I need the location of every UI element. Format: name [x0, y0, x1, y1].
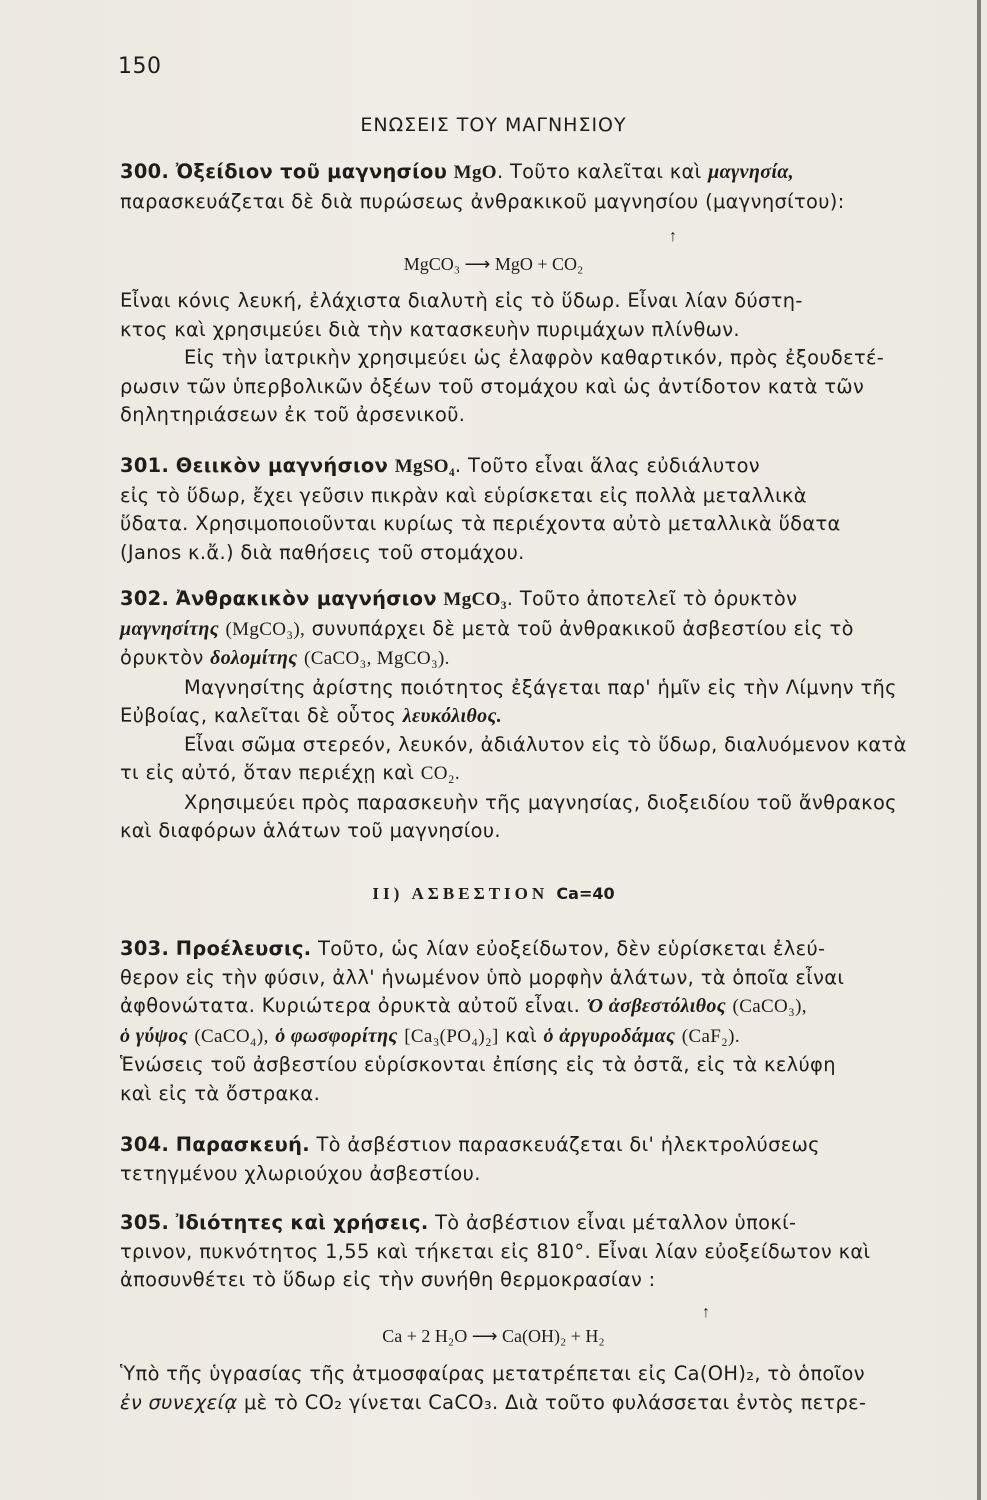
paragraph-line	[120, 1209, 965, 1238]
article-heading: Θειικὸν μαγνήσιον	[175, 454, 389, 477]
formula: (CaCO₄),	[194, 1025, 269, 1047]
section-300	[120, 158, 965, 216]
term: μαγνησία,	[708, 161, 795, 183]
text-span: Τὸ ἀσβέστιον εἶναι μέταλλον ὑποκί-	[435, 1211, 797, 1234]
text-span: μὲ τὸ CO₂ γίνεται CaCO₃. Διὰ τοῦτο φυλάσσεται ἐντὸς πετρε-	[243, 1390, 867, 1414]
paragraph-line: Μαγνησίτης ἀρίστης ποιότητος ἐξάγεται παρ' ἡμῖν εἰς τὴν Λίμνην τῆς	[184, 675, 897, 699]
term: δολομίτης	[210, 647, 298, 669]
text-span: ὀρυκτὸν	[120, 646, 204, 669]
formula: (CaCO₃, MgCO₃).	[304, 648, 450, 669]
paragraph-line	[120, 452, 965, 482]
paragraph-line	[120, 1131, 965, 1160]
paragraph-line: καὶ διαφόρων ἁλάτων τοῦ μαγνησίου.	[120, 819, 501, 842]
text-span: . Τοῦτο ἀποτελεῖ τὸ ὀρυκτὸν	[506, 587, 798, 610]
paragraph-line: δηλητηριάσεων ἐκ τοῦ ἀρσενικοῦ.	[120, 403, 466, 426]
gas-arrow-icon: ↑	[702, 1304, 710, 1321]
formula: (CaCO₃),	[732, 996, 807, 1017]
paragraph-line: τρινον, πυκνότητος 1,55 καὶ τήκεται εἰς 810°. Εἶναι λίαν εὐοξείδωτον καὶ	[120, 1239, 871, 1263]
element-symbol: Ca=40	[556, 884, 615, 903]
gas-arrow-icon: ↑	[669, 228, 677, 245]
paragraph-line	[120, 992, 965, 1022]
article-heading: Ἀνθρακικὸν μαγνήσιον	[175, 587, 437, 610]
formula: [Ca₃(PO₄)₂]	[404, 1025, 499, 1047]
paragraph-line: ἀποσυνθέτει τὸ ὕδωρ εἰς τὴν συνήθη θερμοκρασίαν :	[120, 1268, 656, 1291]
text-span: καὶ	[505, 1023, 537, 1047]
paragraph-line: τετηγμένου χλωριούχου ἀσβεστίου.	[120, 1161, 481, 1185]
paragraph-line: (Janos κ.ἄ.) διὰ παθήσεις τοῦ στομάχου.	[120, 540, 525, 564]
text-span: . Τοῦτο καλεῖται καὶ	[496, 160, 702, 183]
text-span: ἐν συνεχείᾳ	[120, 1390, 238, 1414]
formula: (CaF₂).	[681, 1025, 740, 1047]
paragraph-line	[120, 644, 965, 674]
text-span: συνυπάρχει δὲ μετὰ τοῦ ἀνθρακικοῦ ἀσβεστίου εἰς τὸ	[311, 616, 854, 640]
article-number: 300.	[120, 160, 170, 183]
text-span: τι εἰς αὐτό, ὅταν περιέχῃ καὶ	[120, 761, 415, 784]
paragraph-line	[120, 158, 965, 188]
article-heading: Ἰδιότητες καὶ χρήσεις.	[175, 1211, 429, 1234]
paragraph-line	[120, 615, 965, 645]
paragraph-line: Ὑπὸ τῆς ὑγρασίας τῆς ἀτμοσφαίρας μετατρέπεται εἰς Ca(OH)₂, τὸ ὁποῖον	[120, 1362, 865, 1385]
term: Ὁ ἀσβεστόλιθος	[586, 995, 727, 1017]
article-heading: Προέλευσις.	[175, 937, 312, 960]
section-301	[120, 452, 965, 567]
section-title-calcium	[0, 884, 987, 904]
section-303	[120, 935, 965, 1108]
paragraph-line: Ἑνώσεις τοῦ ἀσβεστίου εὑρίσκονται ἐπίσης εἰς τὰ ὀστᾶ, εἰς τὰ κελύφη	[120, 1053, 836, 1076]
paragraph-line	[120, 585, 965, 615]
article-heading: Παρασκευή.	[175, 1133, 310, 1156]
article-number: 304.	[120, 1133, 170, 1156]
section-300-body	[120, 287, 965, 430]
paragraph-line: ὕδατα. Χρησιμοποιοῦνται κυρίως τὰ περιέχοντα αὐτὸ μεταλλικὰ ὕδατα	[120, 512, 841, 535]
page-binding-edge	[977, 0, 981, 1500]
paragraph-line	[120, 1389, 965, 1418]
term: μαγνησίτης	[120, 617, 219, 640]
section-302	[120, 585, 965, 846]
paragraph-line	[120, 1022, 965, 1052]
paragraph-line: καὶ εἰς τὰ ὄστρακα.	[120, 1081, 321, 1105]
article-number: 305.	[120, 1211, 170, 1234]
running-head: ΕΝΩΣΕΙΣ ΤΟΥ ΜΑΓΝΗΣΙΟΥ	[360, 114, 627, 136]
text-span: Τὸ ἀσβέστιον παρασκευάζεται δι' ἠλεκτρολύσεως	[316, 1133, 820, 1156]
equation-calcium-water: Ca + 2 H₂O ⟶ Ca(OH)₂ + H₂	[382, 1326, 605, 1346]
paragraph-line: Εἶναι κόνις λευκή, ἐλάχιστα διαλυτὴ εἰς τὸ ὕδωρ. Εἶναι λίαν δύστη-	[120, 289, 803, 312]
term: ὁ γύψος	[120, 1024, 188, 1047]
paragraph-line: παρασκευάζεται δὲ διὰ πυρώσεως ἀνθρακικοῦ μαγνησίου (μαγνησίτου):	[120, 189, 845, 213]
paragraph-line: Εἰς τὴν ἰατρικὴν χρησιμεύει ὡς ἐλαφρὸν καθαρτικόν, πρὸς ἐξουδετέ-	[184, 346, 885, 369]
section-305	[120, 1209, 965, 1295]
formula: MgO	[453, 162, 497, 183]
section-305-body	[120, 1360, 965, 1417]
formula: MgSO₄	[394, 456, 455, 477]
paragraph-line: εἰς τὸ ὕδωρ, ἔχει γεῦσιν πικρὰν καὶ εὑρίσκεται εἰς πολλὰ μεταλλικὰ	[120, 483, 807, 507]
section-304	[120, 1131, 965, 1188]
formula: CO₂.	[420, 763, 460, 784]
term: ὁ ἀργυροδάμας	[543, 1024, 676, 1047]
text-span: . Τοῦτο εἶναι ἅλας εὐδιάλυτον	[454, 454, 760, 477]
page-number: 150	[118, 54, 162, 79]
article-heading: Ὀξείδιον τοῦ μαγνησίου	[175, 160, 448, 183]
paragraph-line	[120, 935, 965, 964]
text-span: Εὐβοίας, καλεῖται δὲ οὗτος	[120, 704, 397, 727]
article-number: 301.	[120, 454, 170, 477]
equation-mgco3: MgCO₃ ⟶ MgO + CO₂	[403, 254, 584, 274]
term: λευκόλιθος.	[402, 705, 503, 727]
text-span: Τοῦτο, ὡς λίαν εὐοξείδωτον, δὲν εὑρίσκεται ἐλεύ-	[318, 937, 826, 960]
section-label: II) ΑΣΒΕΣΤΙΟΝ	[372, 884, 549, 903]
formula: MgCO₃	[443, 589, 507, 610]
paragraph-line: κτος καὶ χρησιμεύει διὰ τὴν κατασκευὴν πυριμάχων πλίνθων.	[120, 317, 740, 341]
formula: (MgCO₃),	[225, 618, 306, 640]
paragraph-line	[120, 759, 965, 789]
paragraph-line: Εἶναι σῶμα στερεόν, λευκόν, ἀδιάλυτον εἰς τὸ ὕδωρ, διαλυόμενον κατὰ	[184, 732, 907, 756]
paragraph-line: Χρησιμεύει πρὸς παρασκευὴν τῆς μαγνησίας, διοξειδίου τοῦ ἄνθρακος	[184, 790, 897, 814]
article-number: 302.	[120, 587, 170, 610]
text-span: ἀφθονώτατα. Κυριώτερα ὀρυκτὰ αὐτοῦ εἶναι.	[120, 994, 581, 1017]
term: ὁ φωσφορίτης	[275, 1024, 398, 1047]
article-number: 303.	[120, 937, 170, 960]
paragraph-line	[120, 702, 965, 731]
paragraph-line: θερον εἰς τὴν φύσιν, ἀλλ' ἡνωμένον ὑπὸ μορφὴν ἁλάτων, τὰ ὁποῖα εἶναι	[120, 965, 845, 989]
paragraph-line: ρωσιν τῶν ὑπερβολικῶν ὀξέων τοῦ στομάχου καὶ ὡς ἀντίδοτον κατὰ τῶν	[120, 374, 865, 398]
